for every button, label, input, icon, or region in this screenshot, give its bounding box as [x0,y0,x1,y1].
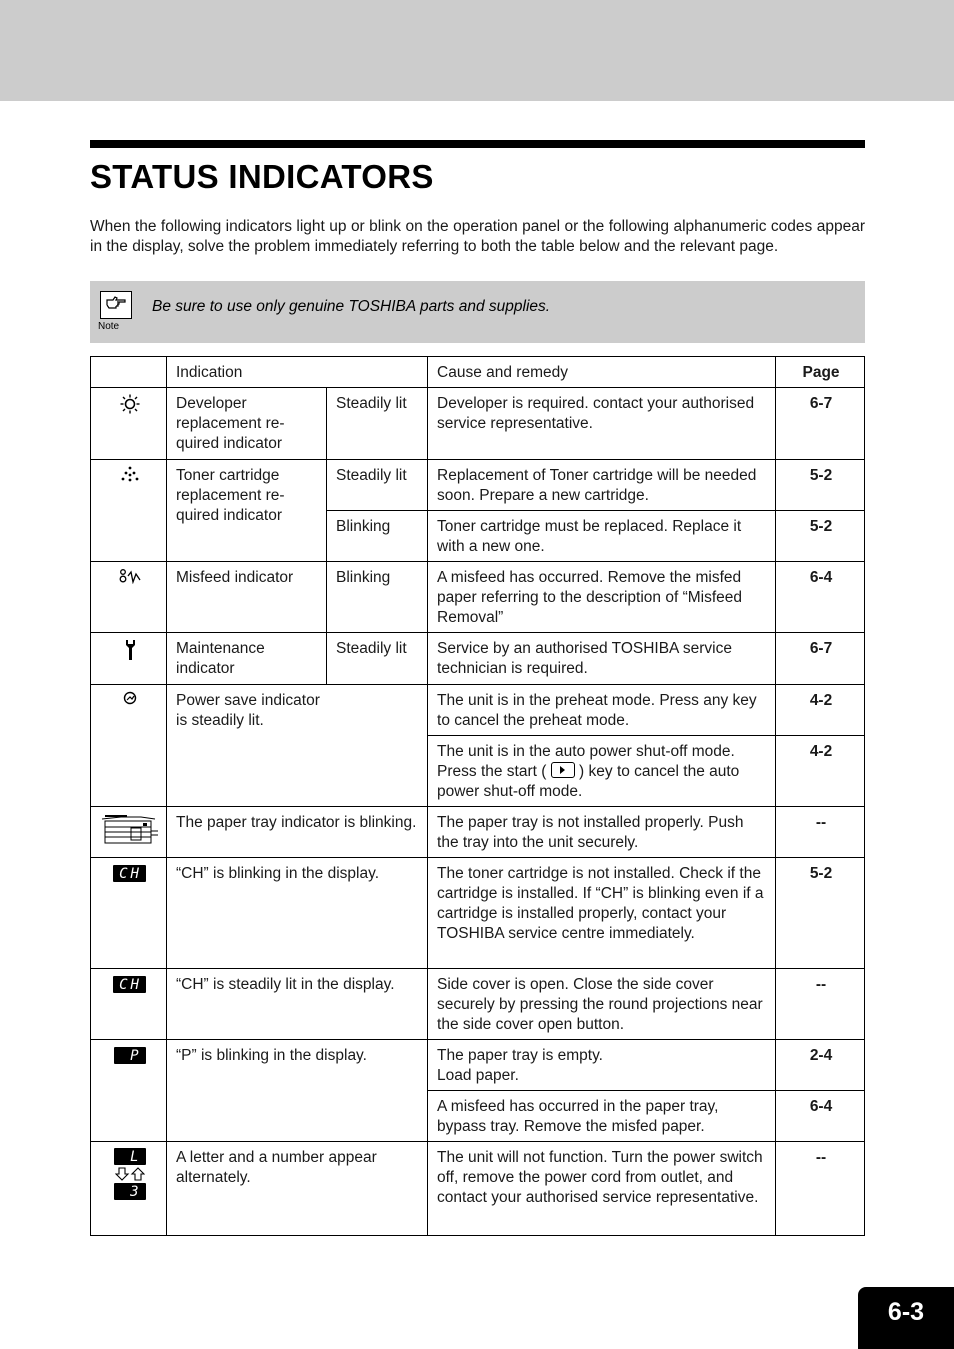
letter-number-icon-cell [91,1142,167,1236]
ch-blink-icon-cell [91,858,167,969]
header-page: Page [776,357,865,388]
power-save-label-line1: Power save indicator [176,692,320,709]
p-blink-page-1: 2-4 [776,1040,865,1091]
misfeed-page: 6-4 [776,562,865,633]
toner-cause-2: Toner cartridge must be replaced. Replace it with a new one. [428,511,776,562]
misfeed-cause: A misfeed has occurred. Remove the misfed paper referring to the description of “Misfeed Removal” [428,562,776,633]
power-save-icon-cell [91,685,167,807]
misfeed-icon-cell [91,562,167,633]
lcd-display-icon: CH [113,976,146,993]
maintenance-state: Steadily lit [327,633,428,685]
misfeed-state: Blinking [327,562,428,633]
p-blink-icon-cell [91,1040,167,1142]
table-header-row [91,357,865,388]
table-row [91,633,865,685]
up-down-arrows-icon [115,1167,145,1181]
developer-page: 6-7 [776,388,865,460]
developer-state: Steadily lit [327,388,428,460]
toner-dots-icon [121,466,139,482]
status-table [90,356,865,1236]
power-save-label [167,685,428,807]
misfeed-icon [119,568,141,584]
table-row [91,969,865,1040]
maintenance-page: 6-7 [776,633,865,685]
paper-tray-page: -- [776,807,865,858]
toner-state-1: Steadily lit [327,460,428,511]
power-save-page-1: 4-2 [776,685,865,736]
toner-page-2: 5-2 [776,511,865,562]
table-row [91,685,865,736]
page-number-tab: 6-3 [858,1287,954,1349]
ch-blink-page: 5-2 [776,858,865,969]
page-title: STATUS INDICATORS [90,158,434,195]
power-save-cause-2-after: ) key to cancel the auto power shut-off mode. [437,763,740,800]
table-row [91,1040,865,1091]
paper-tray-cause: The paper tray is not installed properly. Push the tray into the unit securely. [428,807,776,858]
lcd-number-icon: 3 [114,1183,146,1200]
power-save-cause-1: The unit is in the preheat mode. Press any key to cancel the preheat mode. [428,685,776,736]
power-save-page-2: 4-2 [776,736,865,807]
maintenance-label: Maintenance indicator [167,633,327,685]
letter-number-cause: The unit will not function. Turn the power switch off, remove the power cord from outlet, and contact your authorised service representative. [428,1142,776,1236]
intro-paragraph: When the following indicators light up or blink on the operation panel or the following alphanumeric codes appear in the display, solve the problem immediately referring to both the table below and the relevant page. [90,218,865,255]
lcd-letter-icon: L [114,1148,146,1165]
header-band [0,0,954,101]
alternating-display-icon [100,1148,159,1200]
toner-label: Toner cartridge replacement re-quired indicator [167,460,327,562]
start-key-icon [551,762,575,778]
p-blink-cause-2: A misfeed has occurred in the paper tray, bypass tray. Remove the misfed paper. [428,1091,776,1142]
misfeed-label: Misfeed indicator [167,562,327,633]
header-cause: Cause and remedy [428,357,776,388]
developer-cause: Developer is required. contact your authorised service representative. [428,388,776,460]
toner-cause-1: Replacement of Toner cartridge will be needed soon. Prepare a new cartridge. [428,460,776,511]
developer-icon-cell [91,388,167,460]
letter-number-page: -- [776,1142,865,1236]
table-row [91,807,865,858]
ch-lit-label: “CH” is steadily lit in the display. [167,969,428,1040]
title-rule [90,140,865,148]
letter-number-label: A letter and a number appear alternately. [167,1142,428,1236]
maintenance-cause: Service by an authorised TOSHIBA service technician is required. [428,633,776,685]
p-blink-cause-1-line2: Load paper. [437,1067,519,1084]
note-label: Note [98,321,120,332]
header-icon-cell [91,357,167,388]
power-save-icon [123,691,137,705]
power-save-cause-2-before: The unit is in the auto power shut-off mode. Press the start ( [437,743,735,780]
sun-icon [120,394,140,414]
lcd-display-icon: CH [113,865,146,882]
pointing-hand-icon [100,291,132,319]
p-blink-label: “P” is blinking in the display. [167,1040,428,1142]
p-blink-page-2: 6-4 [776,1091,865,1142]
ch-blink-label: “CH” is blinking in the display. [167,858,428,969]
note-text: Be sure to use only genuine TOSHIBA parts and supplies. [152,298,551,315]
header-indication: Indication [167,357,428,388]
p-blink-cause-1 [428,1040,776,1091]
lcd-display-icon: P [114,1047,146,1064]
table-row [91,1142,865,1236]
copier-tray-icon [101,813,159,847]
power-save-cause-2 [428,736,776,807]
ch-blink-cause: The toner cartridge is not installed. Check if the cartridge is installed. If “CH” is blinking even if a cartridge is installed properly, contact your TOSHIBA service centre immediately. [428,858,776,969]
paper-tray-label: The paper tray indicator is blinking. [167,807,428,858]
developer-label: Developer replacement re-quired indicator [167,388,327,460]
ch-lit-cause: Side cover is open. Close the side cover securely by pressing the round projections near the side cover open button. [428,969,776,1040]
table-row [91,562,865,633]
table-row [91,858,865,969]
toner-state-2: Blinking [327,511,428,562]
table-row [91,460,865,511]
maintenance-icon-cell [91,633,167,685]
note-box [90,281,865,343]
toner-page-1: 5-2 [776,460,865,511]
power-save-label-line2: is steadily lit. [176,712,264,729]
wrench-icon [123,639,137,661]
table-row [91,388,865,460]
ch-lit-page: -- [776,969,865,1040]
toner-icon-cell [91,460,167,562]
ch-lit-icon-cell [91,969,167,1040]
paper-tray-icon-cell [91,807,167,858]
p-blink-cause-1-line1: The paper tray is empty. [437,1047,603,1064]
